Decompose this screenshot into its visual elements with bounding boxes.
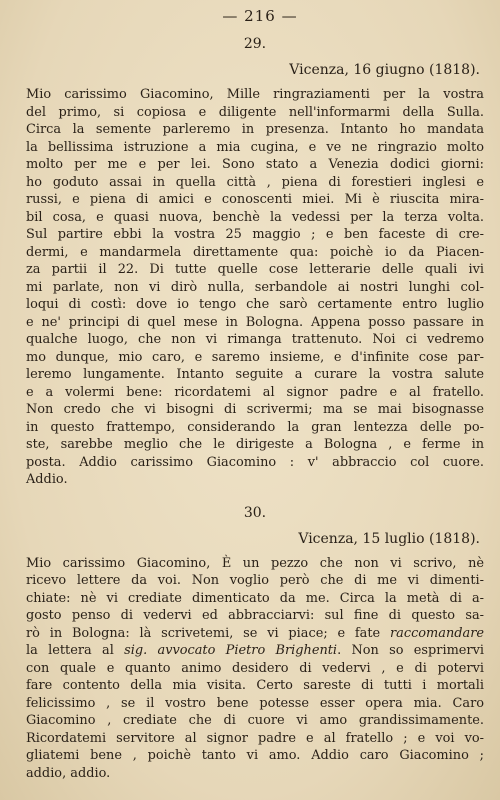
text-line: Sul partire ebbi la vostra 25 maggio ; e ben faceste di cre- xyxy=(26,227,484,242)
text-line: Circa la semente parleremo in presenza. Intanto ho mandata xyxy=(26,122,484,137)
text-line: bil cosa, e quasi nuova, benchè la vedessi per la terza volta. xyxy=(26,209,484,225)
text-line: con quale e quanto animo desidero di vedervi , e di potervi xyxy=(26,660,484,676)
text-line: za partii il 22. Di tutte quelle cose letterarie delle quali ivi xyxy=(26,262,484,277)
text-line: leremo lungamente. Intanto seguite a curare la vostra salute xyxy=(26,367,484,382)
text-line: Giacomino , crediate che di cuore vi amo grandissimamente. xyxy=(26,713,484,728)
text-line: chiate: nè vi crediate dimenticato da me. Circa la metà di a- xyxy=(26,590,484,606)
text-line: felicissimo , se il vostro bene potesse esser opera mia. Caro xyxy=(26,695,484,711)
text-line: fare contento della mia visita. Certo sareste di tutti i mortali xyxy=(26,678,484,693)
letter-number: 30. xyxy=(243,504,267,521)
text-line: e ne' principi di quel mese in Bologna. Appena posso passare in xyxy=(26,314,484,330)
text-line: molto per me e per lei. Sono stato a Venezia dodici giorni: xyxy=(26,157,484,172)
letter-dateline: Vicenza, 15 luglio (1818). xyxy=(298,530,480,547)
text-line: la bellissima istruzione a mia cugina, e ve ne ringrazio molto xyxy=(26,139,484,155)
letter-number: 29. xyxy=(243,36,267,52)
text-line: ho goduto assai in quella città , piena di forestieri inglesi e xyxy=(26,174,484,190)
text-line: Mio carissimo Giacomino, È un pezzo che non vi scrivo, nè xyxy=(26,555,484,571)
text-line: del primo, si copiosa e diligente nell'informarmi della Sulla. xyxy=(26,104,484,120)
letter-29 xyxy=(26,34,484,489)
letter-30 xyxy=(26,503,484,783)
text-line: mo dunque, mio caro, e saremo insieme, e d'infinite cose par- xyxy=(26,349,484,365)
text-line: Ricordatemi servitore al signor padre e al fratello ; e voi vo- xyxy=(26,730,484,746)
text-line: russi, e piena di amici e conoscenti miei. Mi è riuscita mira- xyxy=(26,192,484,207)
letter-dateline: Vicenza, 16 giugno (1818). xyxy=(289,62,480,78)
text-line: dermi, e mandarmela direttamente qua: poichè io da Piacen- xyxy=(26,244,484,260)
page-number: — 216 — xyxy=(222,7,298,25)
text-line: ricevo lettere da voi. Non voglio però che di me vi dimenti- xyxy=(26,573,484,588)
text-line: la lettera al sig. avvocato Pietro Brighenti. Non so esprimervi xyxy=(26,643,484,658)
text-line: ste, sarebbe meglio che le dirigeste a Bologna , e ferme in xyxy=(26,437,484,452)
text-line: e a volermi bene: ricordatemi al signor padre e al fratello. xyxy=(26,384,484,400)
text-line: mi parlate, non vi dirò nulla, serbandole ai nostri lunghi col- xyxy=(26,279,484,295)
letter-body xyxy=(26,555,484,783)
text-line: addio, addio. xyxy=(26,765,111,781)
text-line: posta. Addio carissimo Giacomino : v' abbraccio col cuore. xyxy=(26,454,484,470)
text-line: gliatemi bene , poichè tanto vi amo. Addio caro Giacomino ; xyxy=(26,748,484,763)
letter-body xyxy=(26,86,484,489)
text-line: in questo frattempo, considerando la gran lentezza delle po- xyxy=(26,419,484,435)
text-line: Non credo che vi bisogni di scrivermi; ma se mai bisognasse xyxy=(26,402,484,417)
text-line: loqui di costì: dove io tengo che sarò certamente entro luglio xyxy=(26,297,484,312)
text-line: Addio. xyxy=(26,472,68,487)
text-line: gosto penso di vedervi ed abbracciarvi: sul fine di questo sa- xyxy=(26,608,484,623)
text-line: qualche luogo, che non vi rimanga trattenuto. Noi ci vedremo xyxy=(26,332,484,347)
text-line: Mio carissimo Giacomino, Mille ringraziamenti per la vostra xyxy=(26,87,484,102)
text-line: rò in Bologna: là scrivetemi, se vi piace; e fate raccomandare xyxy=(26,625,484,641)
